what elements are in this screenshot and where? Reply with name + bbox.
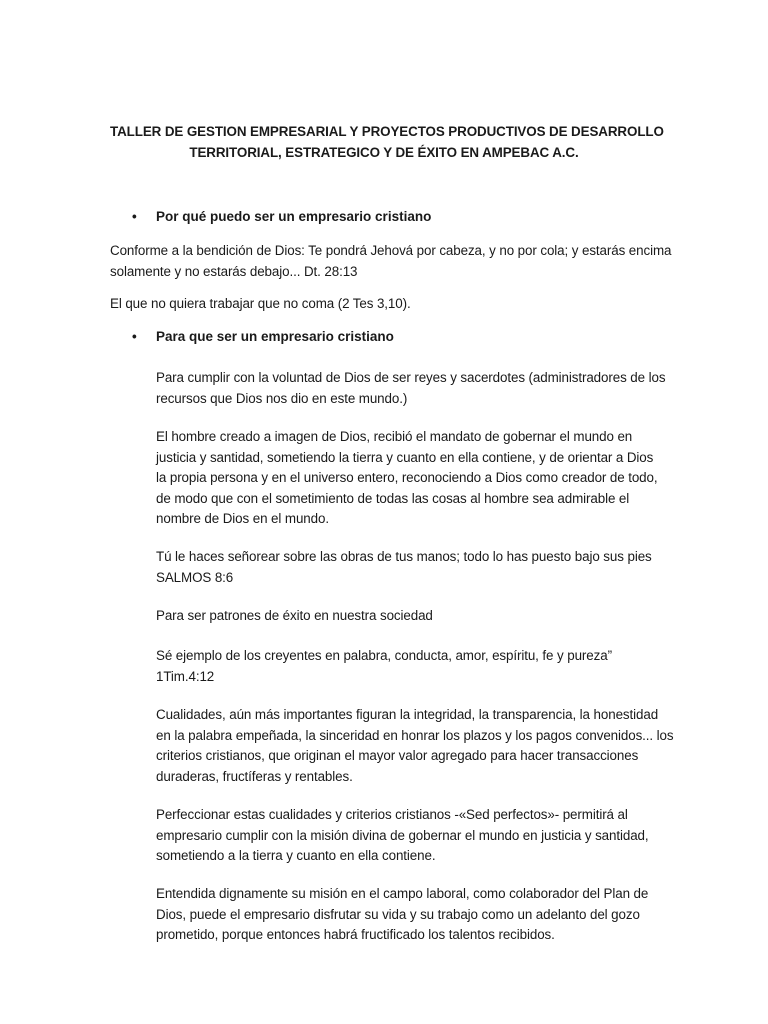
paragraph-line: Cualidades, aún más importantes figuran la integridad, la transparencia, la honestidad [156, 707, 659, 722]
paragraph-line: El que no quiera trabajar que no coma (2 Tes 3,10). [110, 296, 411, 311]
paragraph [110, 294, 670, 315]
paragraph [156, 884, 676, 946]
bullet-icon: • [132, 209, 137, 224]
paragraph-line: nombre de Dios en el mundo. [156, 511, 329, 526]
title-line: TALLER DE GESTION EMPRESARIAL Y PROYECTOS PRODUCTIVOS DE DESARROLLO [110, 124, 664, 139]
paragraph-line: recursos que Dios nos dio en este mundo.) [156, 390, 408, 406]
bullet-heading: Por qué puedo ser un empresario cristiano [156, 209, 432, 224]
paragraph-line: de modo que con el sometimiento de todas las cosas al hombre sea admirable el [156, 490, 630, 506]
paragraph [110, 241, 670, 282]
title-line: TERRITORIAL, ESTRATEGICO Y DE ÉXITO EN AMPEBAC A.C. [189, 145, 579, 160]
paragraph-line: Para ser patrones de éxito en nuestra sociedad [156, 608, 433, 623]
paragraph-line: Conforme a la bendición de Dios: Te pondrá Jehová por cabeza, y no por cola; y estarás encima [110, 243, 672, 258]
paragraph-line: criterios cristianos, que originan el mayor valor agregado para hacer transacciones [156, 748, 639, 763]
paragraph-line: empresario cumplir con la misión divina de gobernar el mundo en justicia y santidad, [156, 827, 649, 843]
paragraph-line: sometiendo a la tierra y cuanto en ella contiene. [156, 848, 436, 863]
paragraph-line: la propia persona y en el universo entero, reconociendo a Dios como creador de todo, [156, 470, 658, 485]
document-title [110, 121, 664, 163]
paragraph [156, 646, 676, 687]
paragraph-line: solamente y no estarás debajo... Dt. 28:13 [110, 263, 358, 279]
paragraph-line: SALMOS 8:6 [156, 569, 234, 585]
paragraph-line: prometido, porque entonces habrá fructificado los talentos recibidos. [156, 927, 555, 942]
paragraph-line: Dios, puede el empresario disfrutar su vida y su trabajo como un adelanto del gozo [156, 906, 640, 922]
paragraph [156, 606, 676, 627]
bullet-heading: Para que ser un empresario cristiano [156, 329, 394, 344]
paragraph [156, 368, 676, 409]
paragraph [156, 547, 676, 588]
paragraph-line: duraderas, fructíferas y rentables. [156, 768, 353, 784]
paragraph [156, 805, 676, 867]
paragraph-line: Para cumplir con la voluntad de Dios de ser reyes y sacerdotes (administradores de los [156, 370, 666, 385]
paragraph-line: Sé ejemplo de los creyentes en palabra, conducta, amor, espíritu, fe y pureza” [156, 648, 612, 663]
paragraph-line: Entendida dignamente su misión en el campo laboral, como colaborador del Plan de [156, 886, 649, 901]
paragraph-line: El hombre creado a imagen de Dios, recibió el mandato de gobernar el mundo en [156, 429, 633, 444]
paragraph-line: Perfeccionar estas cualidades y criterios cristianos -«Sed perfectos»- permitirá al [156, 807, 628, 822]
paragraph-line: en la palabra empeñada, la sinceridad en honrar los plazos y los pagos convenidos... los [156, 727, 674, 743]
paragraph [156, 427, 676, 530]
paragraph-line: 1Tim.4:12 [156, 668, 215, 684]
paragraph [156, 705, 676, 787]
bullet-icon: • [132, 329, 137, 344]
paragraph-line: justicia y santidad, sometiendo la tierra y cuanto en ella contiene, y de orientar a Dios [156, 449, 654, 465]
paragraph-line: Tú le haces señorear sobre las obras de tus manos; todo lo has puesto bajo sus pies [156, 549, 652, 564]
